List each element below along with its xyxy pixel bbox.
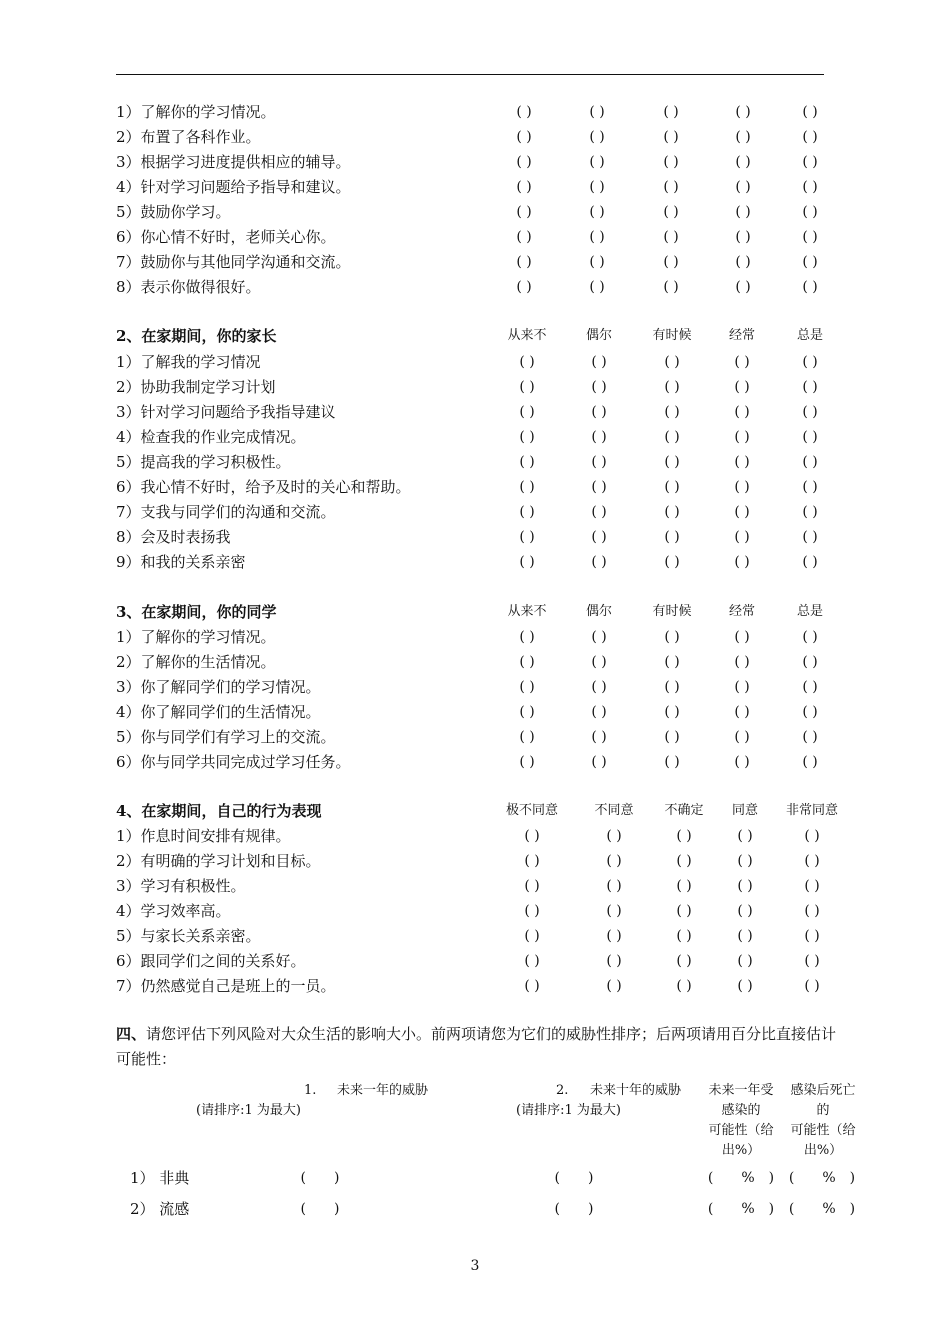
answer-checkbox[interactable]: ( ) (734, 554, 750, 570)
question-text: 4）你了解同学们的生活情况。 (116, 703, 321, 721)
answer-checkbox[interactable]: ( ) (737, 853, 753, 869)
question-row (0, 627, 950, 651)
question-row (0, 227, 950, 251)
question-text: 4）针对学习问题给予指导和建议。 (116, 178, 351, 196)
answer-checkbox[interactable]: ( ) (735, 229, 751, 245)
question-row (0, 352, 950, 376)
answer-checkbox[interactable]: ( ) (734, 529, 750, 545)
answer-checkbox[interactable]: ( ) (802, 254, 818, 270)
question-text: 7）鼓励你与其他同学沟通和交流。 (116, 253, 351, 271)
answer-checkbox[interactable]: ( ) (606, 978, 622, 994)
answer-checkbox[interactable]: ( ) (524, 978, 540, 994)
answer-checkbox[interactable]: ( ) (589, 154, 605, 170)
option-column-header: 经常 (728, 604, 756, 619)
option-column-header: 非常同意 (785, 803, 839, 818)
question-text: 7）支我与同学们的沟通和交流。 (116, 503, 336, 521)
answer-checkbox[interactable]: ( ) (737, 878, 753, 894)
answer-checkbox[interactable]: ( ) (516, 104, 532, 120)
part4-row-flu (0, 1199, 950, 1223)
answer-checkbox[interactable]: ( ) (676, 903, 692, 919)
answer-checkbox[interactable]: ( ) (519, 529, 535, 545)
answer-checkbox[interactable]: ( ) (519, 479, 535, 495)
answer-checkbox[interactable]: ( ) (804, 953, 820, 969)
answer-checkbox[interactable]: ( ) (663, 179, 679, 195)
part4-col1-note: (请排序:1 为最大) (196, 1103, 301, 1118)
answer-checkbox[interactable]: ( ) (737, 978, 753, 994)
answer-checkbox[interactable]: ( ) (737, 928, 753, 944)
answer-checkbox[interactable]: ( ) (735, 179, 751, 195)
answer-checkbox[interactable]: ( ) (734, 354, 750, 370)
question-row (0, 552, 950, 576)
answer-checkbox[interactable]: ( ) (664, 754, 680, 770)
answer-checkbox[interactable]: ( ) (802, 529, 818, 545)
option-column-header: 有时候 (652, 604, 692, 619)
answer-checkbox[interactable]: ( ) (734, 429, 750, 445)
answer-checkbox[interactable]: ( ) (524, 853, 540, 869)
answer-checkbox[interactable]: ( ) (664, 379, 680, 395)
answer-checkbox[interactable]: ( ) (804, 878, 820, 894)
rank-blank-10yr[interactable]: ( ) (554, 1201, 594, 1217)
sec2-header-row (0, 326, 950, 350)
answer-checkbox[interactable]: ( ) (734, 479, 750, 495)
answer-checkbox[interactable]: ( ) (664, 679, 680, 695)
question-text: 1）作息时间安排有规律。 (116, 827, 291, 845)
answer-checkbox[interactable]: ( ) (804, 928, 820, 944)
question-text: 1）了解我的学习情况 (116, 353, 261, 371)
answer-checkbox[interactable]: ( ) (802, 679, 818, 695)
answer-checkbox[interactable]: ( ) (591, 554, 607, 570)
page-number: 3 (470, 1258, 480, 1274)
part4-col4-line: 可能性（给 (790, 1123, 856, 1138)
question-row (0, 826, 950, 850)
sec4-header-row (0, 801, 950, 825)
answer-checkbox[interactable]: ( ) (735, 204, 751, 220)
answer-checkbox[interactable]: ( ) (519, 679, 535, 695)
answer-checkbox[interactable]: ( ) (802, 629, 818, 645)
answer-checkbox[interactable]: ( ) (519, 504, 535, 520)
answer-checkbox[interactable]: ( ) (516, 229, 532, 245)
answer-checkbox[interactable]: ( ) (804, 978, 820, 994)
option-column-header: 偶尔 (585, 328, 613, 343)
answer-checkbox[interactable]: ( ) (589, 104, 605, 120)
answer-checkbox[interactable]: ( ) (519, 704, 535, 720)
answer-checkbox[interactable]: ( ) (664, 554, 680, 570)
part4-row-label: 1） 非典 (130, 1169, 190, 1187)
part4-intro (116, 1022, 846, 1072)
answer-checkbox[interactable]: ( ) (802, 129, 818, 145)
question-row (0, 727, 950, 751)
answer-checkbox[interactable]: ( ) (591, 754, 607, 770)
top-rule (116, 74, 824, 75)
rank-blank-10yr[interactable]: ( ) (554, 1170, 594, 1186)
answer-checkbox[interactable]: ( ) (802, 204, 818, 220)
answer-checkbox[interactable]: ( ) (663, 129, 679, 145)
answer-checkbox[interactable]: ( ) (524, 828, 540, 844)
option-column-header: 总是 (796, 328, 824, 343)
answer-checkbox[interactable]: ( ) (802, 279, 818, 295)
option-column-header: 经常 (728, 328, 756, 343)
question-row (0, 152, 950, 176)
answer-checkbox[interactable]: ( ) (606, 853, 622, 869)
question-row (0, 502, 950, 526)
option-column-header: 极不同意 (505, 803, 559, 818)
pct-blank-infect[interactable]: ( % ) (707, 1170, 775, 1186)
question-row (0, 976, 950, 1000)
answer-checkbox[interactable]: ( ) (591, 654, 607, 670)
question-text: 8）会及时表扬我 (116, 528, 231, 546)
answer-checkbox[interactable]: ( ) (663, 254, 679, 270)
question-row (0, 252, 950, 276)
question-row (0, 527, 950, 551)
answer-checkbox[interactable]: ( ) (802, 729, 818, 745)
answer-checkbox[interactable]: ( ) (589, 279, 605, 295)
question-text: 4）检查我的作业完成情况。 (116, 428, 306, 446)
answer-checkbox[interactable]: ( ) (802, 504, 818, 520)
answer-checkbox[interactable]: ( ) (735, 104, 751, 120)
answer-checkbox[interactable]: ( ) (802, 179, 818, 195)
answer-checkbox[interactable]: ( ) (591, 704, 607, 720)
answer-checkbox[interactable]: ( ) (664, 704, 680, 720)
answer-checkbox[interactable]: ( ) (802, 754, 818, 770)
question-text: 2）了解你的生活情况。 (116, 653, 276, 671)
question-text: 3）针对学习问题给予我指导建议 (116, 403, 336, 421)
answer-checkbox[interactable]: ( ) (802, 104, 818, 120)
answer-checkbox[interactable]: ( ) (802, 379, 818, 395)
answer-checkbox[interactable]: ( ) (519, 629, 535, 645)
pct-blank-death[interactable]: ( % ) (788, 1170, 856, 1186)
answer-checkbox[interactable]: ( ) (676, 828, 692, 844)
answer-checkbox[interactable]: ( ) (802, 429, 818, 445)
question-row (0, 127, 950, 151)
answer-checkbox[interactable]: ( ) (589, 254, 605, 270)
part4-col2-note: (请排序:1 为最大) (516, 1103, 621, 1118)
answer-checkbox[interactable]: ( ) (802, 404, 818, 420)
question-row (0, 677, 950, 701)
answer-checkbox[interactable]: ( ) (663, 104, 679, 120)
answer-checkbox[interactable]: ( ) (519, 454, 535, 470)
answer-checkbox[interactable]: ( ) (663, 154, 679, 170)
answer-checkbox[interactable]: ( ) (734, 404, 750, 420)
part4-row-sars (0, 1168, 950, 1192)
answer-checkbox[interactable]: ( ) (524, 903, 540, 919)
answer-checkbox[interactable]: ( ) (664, 529, 680, 545)
answer-checkbox[interactable]: ( ) (519, 754, 535, 770)
answer-checkbox[interactable]: ( ) (737, 828, 753, 844)
answer-checkbox[interactable]: ( ) (664, 454, 680, 470)
answer-checkbox[interactable]: ( ) (804, 828, 820, 844)
option-column-header: 有时候 (652, 328, 692, 343)
question-text: 2）有明确的学习计划和目标。 (116, 852, 321, 870)
answer-checkbox[interactable]: ( ) (516, 154, 532, 170)
option-column-header: 总是 (796, 604, 824, 619)
answer-checkbox[interactable]: ( ) (734, 379, 750, 395)
answer-checkbox[interactable]: ( ) (516, 129, 532, 145)
question-text: 5）你与同学们有学习上的交流。 (116, 728, 336, 746)
part4-col4-line: 感染后死亡 (790, 1083, 856, 1098)
answer-checkbox[interactable]: ( ) (519, 729, 535, 745)
question-row (0, 652, 950, 676)
answer-checkbox[interactable]: ( ) (519, 429, 535, 445)
answer-checkbox[interactable]: ( ) (676, 953, 692, 969)
answer-checkbox[interactable]: ( ) (734, 754, 750, 770)
part4-col2-title: 未来十年的威胁 (590, 1083, 682, 1098)
answer-checkbox[interactable]: ( ) (802, 479, 818, 495)
question-text: 6）你与同学共同完成过学习任务。 (116, 753, 351, 771)
part4-heading: 四、 (116, 1025, 147, 1043)
question-row (0, 277, 950, 301)
answer-checkbox[interactable]: ( ) (802, 554, 818, 570)
answer-checkbox[interactable]: ( ) (802, 354, 818, 370)
question-text: 5）与家长关系亲密。 (116, 927, 261, 945)
answer-checkbox[interactable]: ( ) (524, 953, 540, 969)
part4-col3-header (700, 1081, 782, 1161)
answer-checkbox[interactable]: ( ) (802, 654, 818, 670)
part4-col4-line: 的 (816, 1103, 830, 1118)
answer-checkbox[interactable]: ( ) (802, 704, 818, 720)
option-column-header: 偶尔 (585, 604, 613, 619)
rank-blank-1yr[interactable]: ( ) (300, 1170, 340, 1186)
sec3-header-row (0, 602, 950, 626)
answer-checkbox[interactable]: ( ) (591, 529, 607, 545)
answer-checkbox[interactable]: ( ) (591, 729, 607, 745)
answer-checkbox[interactable]: ( ) (734, 454, 750, 470)
question-row (0, 901, 950, 925)
answer-checkbox[interactable]: ( ) (664, 354, 680, 370)
answer-checkbox[interactable]: ( ) (589, 179, 605, 195)
section-title: 2、在家期间，你的家长 (116, 327, 277, 345)
answer-checkbox[interactable]: ( ) (606, 953, 622, 969)
answer-checkbox[interactable]: ( ) (516, 179, 532, 195)
question-text: 3）根据学习进度提供相应的辅导。 (116, 153, 351, 171)
question-row (0, 452, 950, 476)
question-row (0, 402, 950, 426)
pct-blank-death[interactable]: ( % ) (788, 1201, 856, 1217)
part4-intro-text: 请您评估下列风险对大众生活的影响大小。前两项请您为它们的威胁性排序；后两项请用百分比直接估计可能性： (116, 1025, 837, 1068)
answer-checkbox[interactable]: ( ) (734, 729, 750, 745)
part4-col3-line: 未来一年受 (708, 1083, 774, 1098)
answer-checkbox[interactable]: ( ) (516, 204, 532, 220)
part4-col4-line: 出%） (803, 1143, 843, 1158)
question-row (0, 876, 950, 900)
question-row (0, 951, 950, 975)
answer-checkbox[interactable]: ( ) (804, 903, 820, 919)
part4-col3-line: 可能性（给 (708, 1123, 774, 1138)
answer-checkbox[interactable]: ( ) (591, 454, 607, 470)
part4-col1-title: 未来一年的威胁 (337, 1083, 429, 1098)
answer-checkbox[interactable]: ( ) (804, 853, 820, 869)
part4-row-label: 2） 流感 (130, 1200, 190, 1218)
option-column-header: 从来不 (507, 604, 547, 619)
answer-checkbox[interactable]: ( ) (734, 629, 750, 645)
part4-col4-header (782, 1081, 864, 1161)
answer-checkbox[interactable]: ( ) (606, 878, 622, 894)
answer-checkbox[interactable]: ( ) (676, 878, 692, 894)
answer-checkbox[interactable]: ( ) (591, 354, 607, 370)
answer-checkbox[interactable]: ( ) (591, 379, 607, 395)
answer-checkbox[interactable]: ( ) (734, 504, 750, 520)
answer-checkbox[interactable]: ( ) (663, 279, 679, 295)
answer-checkbox[interactable]: ( ) (591, 429, 607, 445)
answer-checkbox[interactable]: ( ) (591, 479, 607, 495)
answer-checkbox[interactable]: ( ) (519, 554, 535, 570)
answer-checkbox[interactable]: ( ) (664, 504, 680, 520)
question-text: 7）仍然感觉自己是班上的一员。 (116, 977, 336, 995)
question-text: 6）我心情不好时，给予及时的关心和帮助。 (116, 478, 411, 496)
answer-checkbox[interactable]: ( ) (664, 629, 680, 645)
answer-checkbox[interactable]: ( ) (735, 254, 751, 270)
part4-col3-line: 感染的 (721, 1103, 761, 1118)
answer-checkbox[interactable]: ( ) (591, 629, 607, 645)
question-text: 6）你心情不好时，老师关心你。 (116, 228, 336, 246)
answer-checkbox[interactable]: ( ) (734, 679, 750, 695)
answer-checkbox[interactable]: ( ) (734, 704, 750, 720)
option-column-header: 同意 (731, 803, 759, 818)
answer-checkbox[interactable]: ( ) (524, 928, 540, 944)
question-text: 1）了解你的学习情况。 (116, 628, 276, 646)
question-text: 9）和我的关系亲密 (116, 553, 246, 571)
section-title: 4、在家期间，自己的行为表现 (116, 802, 322, 820)
question-row (0, 102, 950, 126)
question-text: 5）鼓励你学习。 (116, 203, 231, 221)
answer-checkbox[interactable]: ( ) (591, 504, 607, 520)
answer-checkbox[interactable]: ( ) (606, 903, 622, 919)
answer-checkbox[interactable]: ( ) (664, 654, 680, 670)
answer-checkbox[interactable]: ( ) (664, 729, 680, 745)
question-text: 6）跟同学们之间的关系好。 (116, 952, 306, 970)
question-text: 2）布置了各科作业。 (116, 128, 261, 146)
question-row (0, 702, 950, 726)
option-column-header: 不确定 (664, 803, 704, 818)
question-row (0, 177, 950, 201)
question-text: 3）你了解同学们的学习情况。 (116, 678, 321, 696)
pct-blank-infect[interactable]: ( % ) (707, 1201, 775, 1217)
question-row (0, 427, 950, 451)
answer-checkbox[interactable]: ( ) (606, 928, 622, 944)
answer-checkbox[interactable]: ( ) (734, 654, 750, 670)
answer-checkbox[interactable]: ( ) (591, 404, 607, 420)
answer-checkbox[interactable]: ( ) (737, 903, 753, 919)
answer-checkbox[interactable]: ( ) (802, 229, 818, 245)
answer-checkbox[interactable]: ( ) (735, 279, 751, 295)
question-row (0, 202, 950, 226)
answer-checkbox[interactable]: ( ) (519, 404, 535, 420)
answer-checkbox[interactable]: ( ) (664, 429, 680, 445)
answer-checkbox[interactable]: ( ) (663, 204, 679, 220)
answer-checkbox[interactable]: ( ) (802, 454, 818, 470)
question-row (0, 377, 950, 401)
answer-checkbox[interactable]: ( ) (519, 354, 535, 370)
answer-checkbox[interactable]: ( ) (606, 828, 622, 844)
part4-col1-num: 1. (304, 1083, 317, 1098)
answer-checkbox[interactable]: ( ) (589, 204, 605, 220)
option-column-header: 从来不 (507, 328, 547, 343)
question-text: 2）协助我制定学习计划 (116, 378, 276, 396)
question-text: 5）提高我的学习积极性。 (116, 453, 291, 471)
question-text: 1）了解你的学习情况。 (116, 103, 276, 121)
question-row (0, 477, 950, 501)
question-row (0, 851, 950, 875)
answer-checkbox[interactable]: ( ) (516, 279, 532, 295)
question-row (0, 926, 950, 950)
option-column-header: 不同意 (594, 803, 634, 818)
rank-blank-1yr[interactable]: ( ) (300, 1201, 340, 1217)
answer-checkbox[interactable]: ( ) (664, 479, 680, 495)
question-text: 8）表示你做得很好。 (116, 278, 261, 296)
answer-checkbox[interactable]: ( ) (676, 978, 692, 994)
answer-checkbox[interactable]: ( ) (737, 953, 753, 969)
question-row (0, 752, 950, 776)
answer-checkbox[interactable]: ( ) (663, 229, 679, 245)
answer-checkbox[interactable]: ( ) (519, 379, 535, 395)
section-title: 3、在家期间，你的同学 (116, 603, 277, 621)
answer-checkbox[interactable]: ( ) (802, 154, 818, 170)
answer-checkbox[interactable]: ( ) (664, 404, 680, 420)
question-text: 4）学习效率高。 (116, 902, 231, 920)
answer-checkbox[interactable]: ( ) (589, 229, 605, 245)
answer-checkbox[interactable]: ( ) (524, 878, 540, 894)
part4-col2-num: 2. (556, 1083, 569, 1098)
answer-checkbox[interactable]: ( ) (676, 928, 692, 944)
answer-checkbox[interactable]: ( ) (735, 154, 751, 170)
answer-checkbox[interactable]: ( ) (589, 129, 605, 145)
answer-checkbox[interactable]: ( ) (519, 654, 535, 670)
question-text: 3）学习有积极性。 (116, 877, 246, 895)
answer-checkbox[interactable]: ( ) (591, 679, 607, 695)
answer-checkbox[interactable]: ( ) (735, 129, 751, 145)
answer-checkbox[interactable]: ( ) (676, 853, 692, 869)
part4-col3-line: 出%） (721, 1143, 761, 1158)
answer-checkbox[interactable]: ( ) (516, 254, 532, 270)
